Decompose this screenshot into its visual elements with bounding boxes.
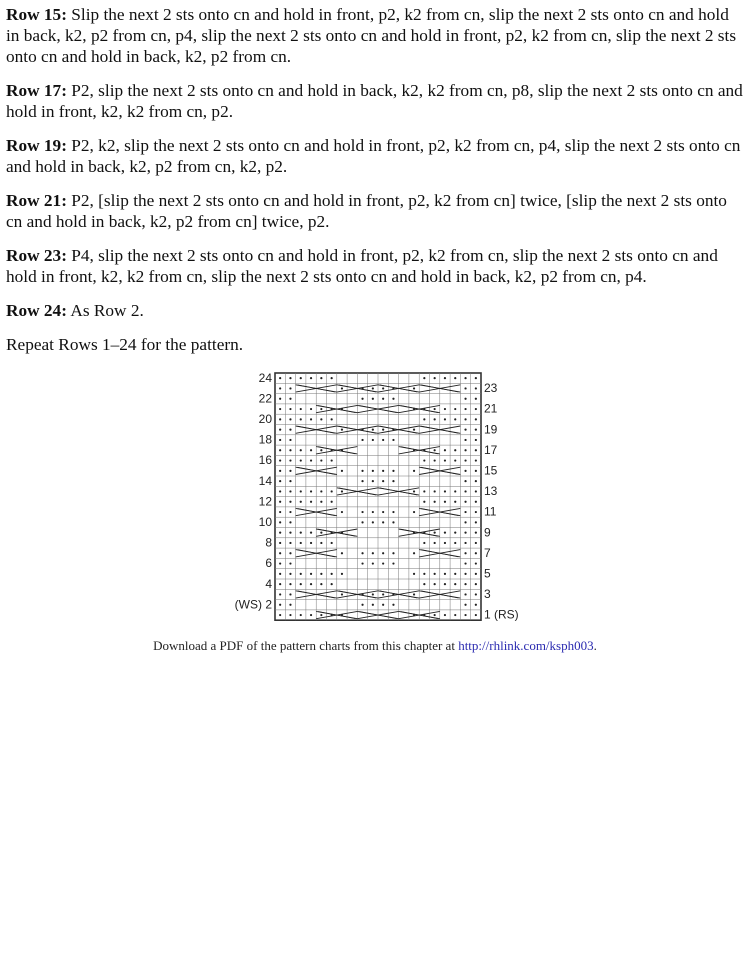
purl-dot: [289, 573, 291, 575]
purl-dot: [331, 490, 333, 492]
purl-dot: [464, 562, 466, 564]
caption-text: Download a PDF of the pattern charts from this chapter at: [153, 638, 459, 653]
purl-dot: [300, 408, 302, 410]
purl-dot: [423, 573, 425, 575]
purl-dot: [361, 562, 363, 564]
left-row-label: 22: [258, 391, 272, 406]
purl-dot: [279, 614, 281, 616]
purl-dot: [361, 480, 363, 482]
purl-dot: [289, 552, 291, 554]
purl-dot: [444, 583, 446, 585]
purl-dot: [475, 511, 477, 513]
purl-dot: [341, 470, 343, 472]
purl-dot: [454, 418, 456, 420]
purl-dot: [382, 552, 384, 554]
purl-dot: [372, 398, 374, 400]
purl-dot: [279, 501, 281, 503]
purl-dot: [464, 614, 466, 616]
purl-dot: [475, 542, 477, 544]
purl-dot: [320, 408, 322, 410]
purl-dot: [413, 387, 415, 389]
purl-dot: [310, 532, 312, 534]
row-text: P2, k2, slip the next 2 sts onto cn and hold in front, p2, k2 from cn, p4, slip the next 2 sts onto cn and hold in back, k2, p2 from cn, k2, p2.: [6, 136, 741, 176]
purl-dot: [289, 408, 291, 410]
purl-dot: [444, 490, 446, 492]
purl-dot: [392, 604, 394, 606]
purl-dot: [382, 429, 384, 431]
purl-dot: [341, 429, 343, 431]
purl-dot: [361, 398, 363, 400]
purl-dot: [341, 573, 343, 575]
purl-dot: [310, 501, 312, 503]
purl-dot: [331, 377, 333, 379]
purl-dot: [320, 583, 322, 585]
download-caption: [0, 638, 750, 654]
purl-dot: [372, 470, 374, 472]
purl-dot: [279, 387, 281, 389]
knitting-chart: [228, 368, 528, 628]
purl-dot: [341, 511, 343, 513]
purl-dot: [320, 532, 322, 534]
purl-dot: [300, 501, 302, 503]
row-23-instruction: [6, 245, 746, 287]
purl-dot: [434, 573, 436, 575]
purl-dot: [423, 418, 425, 420]
purl-dot: [444, 542, 446, 544]
purl-dot: [331, 542, 333, 544]
purl-dot: [361, 511, 363, 513]
purl-dot: [289, 387, 291, 389]
right-row-label: 11: [484, 504, 497, 519]
purl-dot: [300, 490, 302, 492]
purl-dot: [310, 583, 312, 585]
purl-dot: [464, 449, 466, 451]
purl-dot: [475, 429, 477, 431]
purl-dot: [300, 583, 302, 585]
purl-dot: [279, 573, 281, 575]
right-row-label: 9: [484, 525, 491, 540]
purl-dot: [279, 511, 281, 513]
purl-dot: [475, 490, 477, 492]
purl-dot: [279, 439, 281, 441]
purl-dot: [423, 490, 425, 492]
purl-dot: [464, 429, 466, 431]
purl-dot: [331, 459, 333, 461]
purl-dot: [475, 377, 477, 379]
purl-dot: [464, 583, 466, 585]
purl-dot: [434, 490, 436, 492]
purl-dot: [382, 439, 384, 441]
purl-dot: [475, 583, 477, 585]
purl-dot: [444, 459, 446, 461]
purl-dot: [320, 542, 322, 544]
purl-dot: [392, 552, 394, 554]
purl-dot: [464, 418, 466, 420]
purl-dot: [464, 532, 466, 534]
purl-dot: [372, 439, 374, 441]
purl-dot: [372, 593, 374, 595]
purl-dot: [289, 459, 291, 461]
purl-dot: [475, 480, 477, 482]
purl-dot: [320, 573, 322, 575]
purl-dot: [454, 532, 456, 534]
purl-dot: [454, 449, 456, 451]
purl-dot: [475, 501, 477, 503]
purl-dot: [289, 562, 291, 564]
purl-dot: [310, 418, 312, 420]
purl-dot: [300, 449, 302, 451]
purl-dot: [289, 480, 291, 482]
purl-dot: [289, 470, 291, 472]
purl-dot: [475, 439, 477, 441]
purl-dot: [279, 377, 281, 379]
purl-dot: [361, 470, 363, 472]
row-21-instruction: [6, 190, 746, 232]
purl-dot: [289, 521, 291, 523]
right-row-label: 15: [484, 463, 498, 478]
purl-dot: [279, 459, 281, 461]
caption-suffix: .: [593, 638, 597, 653]
purl-dot: [475, 459, 477, 461]
purl-dot: [464, 387, 466, 389]
purl-dot: [423, 542, 425, 544]
purl-dot: [423, 501, 425, 503]
purl-dot: [464, 604, 466, 606]
purl-dot: [279, 542, 281, 544]
left-row-label: 16: [258, 453, 272, 468]
purl-dot: [464, 501, 466, 503]
purl-dot: [289, 593, 291, 595]
right-row-label: 23: [484, 381, 498, 396]
right-row-label: 17: [484, 442, 498, 457]
purl-dot: [454, 573, 456, 575]
purl-dot: [434, 449, 436, 451]
row-text: Slip the next 2 sts onto cn and hold in front, p2, k2 from cn, slip the next 2 sts onto cn and hold in back, k2, p2 from cn, p4, slip the next 2 sts onto cn and hold in front, p2, k2 from cn, slip the next 2 sts onto cn and hold in back, k2, p2 from cn.: [6, 5, 737, 66]
purl-dot: [475, 593, 477, 595]
purl-dot: [444, 408, 446, 410]
purl-dot: [279, 593, 281, 595]
left-row-label: 20: [258, 412, 272, 426]
purl-dot: [413, 573, 415, 575]
purl-dot: [444, 377, 446, 379]
purl-dot: [423, 459, 425, 461]
purl-dot: [279, 552, 281, 554]
purl-dot: [372, 521, 374, 523]
purl-dot: [444, 449, 446, 451]
purl-dot: [392, 480, 394, 482]
purl-dot: [392, 398, 394, 400]
purl-dot: [464, 480, 466, 482]
purl-dot: [279, 408, 281, 410]
purl-dot: [464, 439, 466, 441]
purl-dot: [434, 542, 436, 544]
left-row-label: 18: [258, 432, 272, 447]
purl-dot: [372, 604, 374, 606]
purl-dot: [341, 387, 343, 389]
purl-dot: [464, 593, 466, 595]
left-row-label: 4: [265, 576, 272, 591]
purl-dot: [279, 521, 281, 523]
purl-dot: [372, 511, 374, 513]
purl-dot: [475, 387, 477, 389]
purl-dot: [475, 521, 477, 523]
purl-dot: [392, 511, 394, 513]
instructions: [6, 4, 746, 368]
purl-dot: [382, 593, 384, 595]
purl-dot: [320, 449, 322, 451]
purl-dot: [279, 470, 281, 472]
row-label: Row 19:: [6, 136, 67, 155]
purl-dot: [382, 470, 384, 472]
purl-dot: [300, 418, 302, 420]
left-row-label: 12: [258, 494, 272, 509]
purl-dot: [464, 521, 466, 523]
purl-dot: [300, 377, 302, 379]
purl-dot: [464, 408, 466, 410]
purl-dot: [300, 542, 302, 544]
repeat-instruction: Repeat Rows 1–24 for the pattern.: [6, 335, 244, 354]
purl-dot: [372, 480, 374, 482]
purl-dot: [331, 418, 333, 420]
purl-dot: [289, 532, 291, 534]
purl-dot: [464, 490, 466, 492]
right-row-label: 19: [484, 422, 498, 437]
purl-dot: [475, 418, 477, 420]
purl-dot: [320, 418, 322, 420]
purl-dot: [475, 449, 477, 451]
purl-dot: [392, 470, 394, 472]
purl-dot: [300, 532, 302, 534]
purl-dot: [434, 501, 436, 503]
purl-dot: [464, 377, 466, 379]
purl-dot: [464, 573, 466, 575]
purl-dot: [392, 562, 394, 564]
purl-dot: [382, 562, 384, 564]
purl-dot: [444, 501, 446, 503]
right-row-label: 1 (RS): [484, 607, 519, 622]
purl-dot: [464, 552, 466, 554]
purl-dot: [475, 573, 477, 575]
purl-dot: [475, 562, 477, 564]
purl-dot: [413, 490, 415, 492]
row-15-instruction: [6, 4, 746, 67]
purl-dot: [320, 490, 322, 492]
purl-dot: [279, 449, 281, 451]
purl-dot: [289, 439, 291, 441]
purl-dot: [289, 490, 291, 492]
purl-dot: [475, 408, 477, 410]
purl-dot: [444, 573, 446, 575]
purl-dot: [434, 459, 436, 461]
purl-dot: [454, 459, 456, 461]
purl-dot: [289, 583, 291, 585]
purl-dot: [279, 418, 281, 420]
right-row-label: 7: [484, 545, 491, 560]
purl-dot: [320, 614, 322, 616]
purl-dot: [279, 532, 281, 534]
purl-dot: [279, 398, 281, 400]
row-label: Row 23:: [6, 246, 67, 265]
purl-dot: [341, 490, 343, 492]
purl-dot: [454, 490, 456, 492]
purl-dot: [392, 521, 394, 523]
purl-dot: [454, 542, 456, 544]
purl-dot: [454, 614, 456, 616]
right-row-label: 3: [484, 587, 491, 602]
purl-dot: [454, 583, 456, 585]
purl-dot: [310, 614, 312, 616]
purl-dot: [361, 439, 363, 441]
purl-dot: [475, 470, 477, 472]
left-row-label: (WS) 2: [234, 597, 272, 612]
purl-dot: [372, 552, 374, 554]
right-row-label: 21: [484, 401, 498, 416]
chart-pdf-link[interactable]: http://rhlink.com/ksph003: [458, 638, 594, 653]
purl-dot: [423, 583, 425, 585]
left-row-label: 24: [258, 370, 272, 385]
purl-dot: [434, 532, 436, 534]
purl-dot: [279, 490, 281, 492]
purl-dot: [372, 562, 374, 564]
purl-dot: [320, 501, 322, 503]
row-text: P4, slip the next 2 sts onto cn and hold in front, p2, k2 from cn, slip the next 2 sts onto cn and hold in front, k2, k2 from cn, slip the next 2 sts onto cn and hold in back, k2, p2 from cn, p4.: [6, 246, 718, 286]
purl-dot: [382, 604, 384, 606]
purl-dot: [310, 459, 312, 461]
purl-dot: [361, 552, 363, 554]
right-row-label: 13: [484, 484, 498, 499]
purl-dot: [289, 377, 291, 379]
chart-grid: [275, 373, 481, 620]
purl-dot: [279, 583, 281, 585]
purl-dot: [331, 501, 333, 503]
purl-dot: [434, 408, 436, 410]
right-row-label: 5: [484, 566, 491, 581]
purl-dot: [289, 501, 291, 503]
purl-dot: [289, 614, 291, 616]
left-row-label: 8: [265, 535, 272, 550]
purl-dot: [310, 573, 312, 575]
purl-dot: [331, 583, 333, 585]
purl-dot: [413, 511, 415, 513]
purl-dot: [382, 480, 384, 482]
purl-dot: [382, 387, 384, 389]
purl-dot: [475, 552, 477, 554]
purl-dot: [464, 398, 466, 400]
purl-dot: [289, 449, 291, 451]
purl-dot: [454, 408, 456, 410]
purl-dot: [464, 511, 466, 513]
purl-dot: [444, 418, 446, 420]
purl-dot: [382, 398, 384, 400]
purl-dot: [413, 593, 415, 595]
purl-dot: [464, 459, 466, 461]
purl-dot: [392, 439, 394, 441]
purl-dot: [341, 593, 343, 595]
purl-dot: [372, 429, 374, 431]
purl-dot: [279, 480, 281, 482]
purl-dot: [310, 377, 312, 379]
purl-dot: [361, 521, 363, 523]
purl-dot: [434, 377, 436, 379]
purl-dot: [475, 614, 477, 616]
purl-dot: [300, 614, 302, 616]
purl-dot: [464, 542, 466, 544]
row-label: Row 21:: [6, 191, 67, 210]
row-24-instruction: [6, 300, 746, 321]
purl-dot: [361, 604, 363, 606]
purl-dot: [434, 418, 436, 420]
purl-dot: [464, 470, 466, 472]
purl-dot: [289, 511, 291, 513]
row-17-instruction: [6, 80, 746, 122]
left-row-label: 10: [258, 515, 272, 529]
row-text: As Row 2.: [66, 301, 144, 320]
purl-dot: [279, 604, 281, 606]
purl-dot: [454, 377, 456, 379]
row-label: Row 15:: [6, 5, 67, 24]
purl-dot: [289, 604, 291, 606]
chart-graphic: [228, 368, 528, 628]
row-label: Row 17:: [6, 81, 67, 100]
purl-dot: [310, 542, 312, 544]
purl-dot: [475, 604, 477, 606]
purl-dot: [475, 398, 477, 400]
purl-dot: [289, 429, 291, 431]
purl-dot: [289, 542, 291, 544]
purl-dot: [279, 562, 281, 564]
purl-dot: [279, 429, 281, 431]
purl-dot: [289, 418, 291, 420]
left-row-label: 14: [258, 473, 272, 488]
purl-dot: [475, 532, 477, 534]
row-19-instruction: [6, 135, 746, 177]
purl-dot: [310, 408, 312, 410]
purl-dot: [310, 490, 312, 492]
purl-dot: [413, 470, 415, 472]
row-text: P2, [slip the next 2 sts onto cn and hold in front, p2, k2 from cn] twice, [slip the next 2 sts onto cn and hold in back, k2, p2 from cn] twice, p2.: [6, 191, 727, 231]
purl-dot: [454, 501, 456, 503]
purl-dot: [300, 459, 302, 461]
row-text: P2, slip the next 2 sts onto cn and hold in back, k2, k2 from cn, p8, slip the next 2 sts onto cn and hold in front, k2, k2 from cn, p2.: [6, 81, 743, 121]
purl-dot: [382, 511, 384, 513]
purl-dot: [423, 377, 425, 379]
purl-dot: [434, 614, 436, 616]
purl-dot: [413, 429, 415, 431]
purl-dot: [413, 552, 415, 554]
purl-dot: [300, 573, 302, 575]
purl-dot: [331, 573, 333, 575]
purl-dot: [320, 459, 322, 461]
purl-dot: [341, 552, 343, 554]
purl-dot: [444, 614, 446, 616]
purl-dot: [382, 521, 384, 523]
purl-dot: [444, 532, 446, 534]
purl-dot: [434, 583, 436, 585]
purl-dot: [310, 449, 312, 451]
left-row-label: 6: [265, 556, 272, 571]
purl-dot: [320, 377, 322, 379]
row-label: Row 24:: [6, 301, 67, 320]
purl-dot: [289, 398, 291, 400]
purl-dot: [372, 387, 374, 389]
